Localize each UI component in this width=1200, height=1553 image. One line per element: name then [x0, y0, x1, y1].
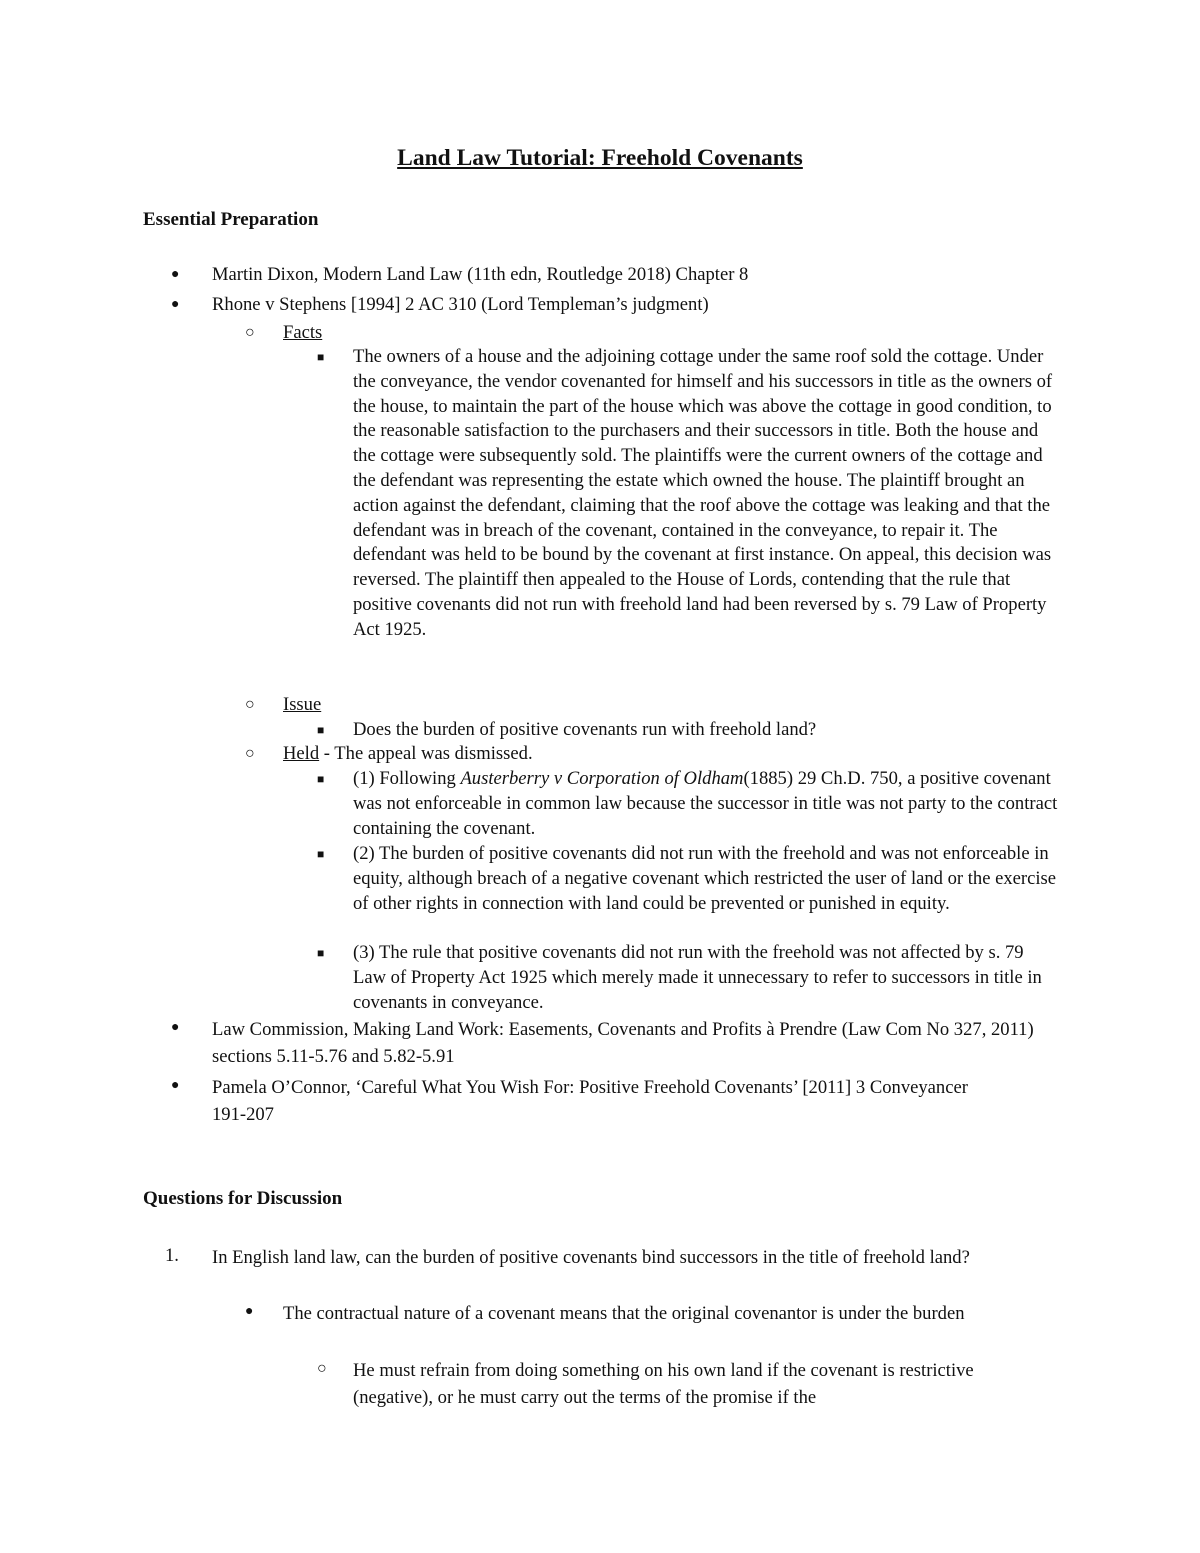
bullet-icon: ●	[245, 1304, 254, 1319]
square-bullet-icon: ■	[317, 350, 325, 364]
questions-heading: Questions for Discussion	[143, 1188, 343, 1209]
bullet-icon: ●	[171, 267, 180, 282]
bullet-icon: ●	[171, 1020, 180, 1035]
bullet-icon: ●	[171, 1078, 180, 1093]
reading-item-oconnor: Pamela O’Connor, ‘Careful What You Wish For: Positive Freehold Covenants’ [2011] 3 Conveyancer 191-207	[212, 1077, 968, 1125]
held-suffix: - The appeal was dismissed.	[319, 743, 533, 764]
facts-label: Facts	[283, 322, 323, 343]
facts-text: The owners of a house and the adjoining cottage under the same roof sold the cottage. Under the conveyance, the vendor covenanted for himself and his successors in title as the owners of the house, to maintain the part of the house which was above the cottage in good condition, to the reasonable satisfaction to the purchasers and their successors in title. Both the house and the cottage were subsequently sold. The plaintiffs were the current owners of the cottage and the defendant was representing the estate which owned the house. The plaintiff brought an action against the defendant, claiming that the roof above the cottage was leaking and that the defendant was in breach of the covenant, contained in the conveyance, to repair it. The defendant was held to be bound by the covenant at first instance. On appeal, this decision was reversed. The plaintiff then appealed to the House of Lords, contending that the rule that positive covenants did not run with freehold land had been reversed by s. 79 Law of Property Act 1925.	[353, 346, 1053, 640]
question-number: 1.	[165, 1245, 179, 1266]
hollow-bullet-icon: ○	[317, 1360, 327, 1377]
held-label: Held	[283, 743, 320, 764]
essential-preparation-heading: Essential Preparation	[143, 209, 319, 230]
bullet-icon: ●	[171, 297, 180, 312]
held-1-rest: (1885) 29 Ch.D. 750, a positive covenant was not enforceable in common law because the successor in title was not party to the contract containing the covenant.	[353, 768, 1058, 839]
hollow-bullet-icon: ○	[245, 324, 255, 341]
page-title: Land Law Tutorial: Freehold Covenants	[397, 145, 803, 171]
square-bullet-icon: ■	[317, 772, 325, 786]
held-point-3: (3) The rule that positive covenants did not run with the freehold was not affected by s. 79 Law of Property Act 1925 which merely made it unnecessary to refer to successors in title in covenants in conveyance.	[353, 942, 1042, 1013]
reading-item-law-commission: Law Commission, Making Land Work: Easements, Covenants and Profits à Prendre (Law Com No 327, 2011) sections 5.11-5.76 and 5.82-5.91	[212, 1019, 1034, 1067]
held-line	[283, 742, 533, 767]
reading-item-rhone: Rhone v Stephens [1994] 2 AC 310 (Lord Templeman’s judgment)	[212, 294, 709, 315]
question-1-text: In English land law, can the burden of positive covenants bind successors in the title of freehold land?	[212, 1247, 970, 1268]
held-point-2: (2) The burden of positive covenants did not run with the freehold and was not enforceable in equity, although breach of a negative covenant which restricted the user of land or the exercise of other rights in connection with land could be prevented or punished in equity.	[353, 843, 1057, 914]
square-bullet-icon: ■	[317, 847, 325, 861]
held-1-case-name: Austerberry v Corporation of Oldham	[460, 768, 744, 789]
held-1-prefix: (1) Following	[353, 768, 461, 789]
hollow-bullet-icon: ○	[245, 696, 255, 713]
issue-label: Issue	[283, 694, 322, 715]
question-1-bullet: The contractual nature of a covenant means that the original covenantor is under the burden	[283, 1303, 965, 1324]
square-bullet-icon: ■	[317, 946, 325, 960]
reading-item-dixon: Martin Dixon, Modern Land Law (11th edn, Routledge 2018) Chapter 8	[212, 264, 749, 285]
held-point-1	[353, 767, 1058, 841]
issue-text: Does the burden of positive covenants run with freehold land?	[353, 719, 817, 740]
question-1-sub-bullet: He must refrain from doing something on his own land if the covenant is restrictive (negative), or he must carry out the terms of the promise if the	[353, 1360, 974, 1408]
hollow-bullet-icon: ○	[245, 745, 255, 762]
square-bullet-icon: ■	[317, 723, 325, 737]
